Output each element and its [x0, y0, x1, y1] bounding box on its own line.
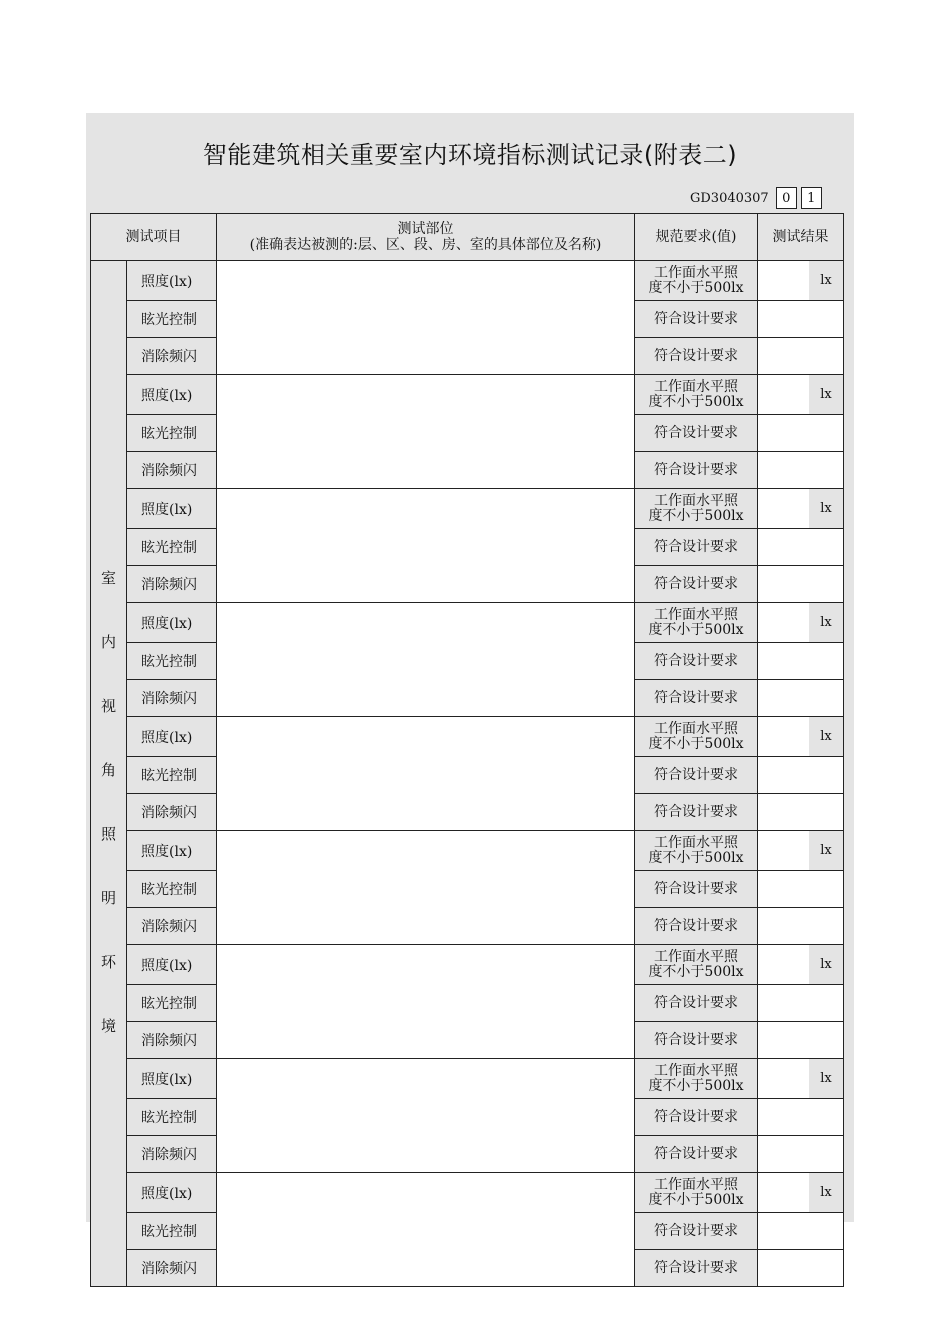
group-label-char: 角 — [100, 761, 116, 779]
requirement-line: 度不小于500lx — [648, 621, 744, 638]
group-label-char: 内 — [100, 633, 116, 651]
result-glare-input[interactable] — [758, 643, 844, 680]
result-glare-input[interactable] — [758, 871, 844, 908]
result-illuminance-input[interactable] — [758, 603, 844, 643]
item-illuminance: 照度(lx) — [127, 603, 217, 643]
location-input[interactable] — [217, 1059, 635, 1173]
table-row-illuminance — [91, 1173, 844, 1213]
header-location-note: (准确表达被测的:层、区、段、房、室的具体部位及名称) — [249, 237, 602, 253]
requirement-flicker: 符合设计要求 — [635, 566, 758, 603]
requirement-flicker: 符合设计要求 — [635, 1250, 758, 1287]
result-flicker-input[interactable] — [758, 338, 844, 375]
record-sheet — [86, 113, 854, 1277]
requirement-line: 工作面水平照 — [654, 606, 738, 623]
test-record-table — [90, 213, 844, 1287]
item-illuminance: 照度(lx) — [127, 489, 217, 529]
requirement-illuminance — [635, 717, 758, 757]
result-flicker-input[interactable] — [758, 1136, 844, 1173]
header-location — [217, 214, 635, 261]
requirement-line: 度不小于500lx — [648, 393, 744, 410]
item-glare: 眩光控制 — [127, 1099, 217, 1136]
group-label-char: 视 — [100, 697, 116, 715]
table-row-illuminance — [91, 603, 844, 643]
form-code-box-2[interactable]: 1 — [801, 187, 822, 209]
result-flicker-input[interactable] — [758, 794, 844, 831]
item-flicker: 消除频闪 — [127, 1136, 217, 1173]
item-illuminance: 照度(lx) — [127, 375, 217, 415]
location-input[interactable] — [217, 261, 635, 375]
requirement-line: 工作面水平照 — [654, 834, 738, 851]
item-glare: 眩光控制 — [127, 871, 217, 908]
requirement-line: 工作面水平照 — [654, 492, 738, 509]
location-input[interactable] — [217, 603, 635, 717]
requirement-illuminance — [635, 489, 758, 529]
item-glare: 眩光控制 — [127, 529, 217, 566]
group-label-char: 环 — [100, 953, 116, 971]
result-flicker-input[interactable] — [758, 566, 844, 603]
result-illuminance-input[interactable] — [758, 1059, 844, 1099]
item-flicker: 消除频闪 — [127, 452, 217, 489]
result-flicker-input[interactable] — [758, 1250, 844, 1287]
group-label-char: 明 — [100, 889, 116, 907]
group-label-char: 照 — [100, 825, 116, 843]
requirement-flicker: 符合设计要求 — [635, 1022, 758, 1059]
result-glare-input[interactable] — [758, 529, 844, 566]
header-requirement: 规范要求(值) — [635, 214, 758, 261]
requirement-glare: 符合设计要求 — [635, 985, 758, 1022]
result-illuminance-input[interactable] — [758, 489, 844, 529]
item-glare: 眩光控制 — [127, 415, 217, 452]
form-code-text: GD3040307 — [690, 190, 769, 206]
header-test-item: 测试项目 — [91, 214, 217, 261]
requirement-glare: 符合设计要求 — [635, 643, 758, 680]
result-illuminance-input[interactable] — [758, 717, 844, 757]
unit-label: lx — [809, 489, 843, 528]
requirement-flicker: 符合设计要求 — [635, 908, 758, 945]
location-input[interactable] — [217, 1173, 635, 1287]
requirement-line: 度不小于500lx — [648, 963, 744, 980]
requirement-line: 工作面水平照 — [654, 264, 738, 281]
header-row — [91, 214, 844, 261]
result-flicker-input[interactable] — [758, 680, 844, 717]
location-input[interactable] — [217, 489, 635, 603]
requirement-flicker: 符合设计要求 — [635, 794, 758, 831]
group-label — [91, 261, 127, 1287]
header-location-title: 测试部位 — [397, 221, 454, 237]
requirement-line: 度不小于500lx — [648, 1191, 744, 1208]
requirement-illuminance — [635, 261, 758, 301]
result-illuminance-input[interactable] — [758, 375, 844, 415]
table-row-illuminance — [91, 1059, 844, 1099]
item-glare: 眩光控制 — [127, 985, 217, 1022]
table-row-illuminance — [91, 489, 844, 529]
requirement-line: 度不小于500lx — [648, 507, 744, 524]
requirement-line: 度不小于500lx — [648, 279, 744, 296]
requirement-glare: 符合设计要求 — [635, 1213, 758, 1250]
location-input[interactable] — [217, 375, 635, 489]
unit-label: lx — [809, 831, 843, 870]
item-flicker: 消除频闪 — [127, 566, 217, 603]
requirement-illuminance — [635, 1173, 758, 1213]
requirement-line: 工作面水平照 — [654, 1176, 738, 1193]
item-illuminance: 照度(lx) — [127, 261, 217, 301]
location-input[interactable] — [217, 717, 635, 831]
unit-label: lx — [809, 1173, 843, 1212]
requirement-line: 度不小于500lx — [648, 1077, 744, 1094]
location-input[interactable] — [217, 945, 635, 1059]
table-row-illuminance — [91, 375, 844, 415]
item-flicker: 消除频闪 — [127, 794, 217, 831]
requirement-glare: 符合设计要求 — [635, 529, 758, 566]
item-glare: 眩光控制 — [127, 301, 217, 338]
requirement-glare: 符合设计要求 — [635, 415, 758, 452]
unit-label: lx — [809, 1059, 843, 1098]
requirement-line: 工作面水平照 — [654, 1062, 738, 1079]
result-glare-input[interactable] — [758, 1099, 844, 1136]
result-glare-input[interactable] — [758, 415, 844, 452]
requirement-flicker: 符合设计要求 — [635, 680, 758, 717]
requirement-flicker: 符合设计要求 — [635, 452, 758, 489]
table-row-illuminance — [91, 945, 844, 985]
item-flicker: 消除频闪 — [127, 908, 217, 945]
result-glare-input[interactable] — [758, 757, 844, 794]
item-illuminance: 照度(lx) — [127, 945, 217, 985]
item-illuminance: 照度(lx) — [127, 1173, 217, 1213]
item-glare: 眩光控制 — [127, 1213, 217, 1250]
item-flicker: 消除频闪 — [127, 1250, 217, 1287]
requirement-line: 度不小于500lx — [648, 849, 744, 866]
result-flicker-input[interactable] — [758, 1022, 844, 1059]
requirement-line: 工作面水平照 — [654, 948, 738, 965]
requirement-glare: 符合设计要求 — [635, 301, 758, 338]
unit-label: lx — [809, 603, 843, 642]
requirement-glare: 符合设计要求 — [635, 1099, 758, 1136]
item-flicker: 消除频闪 — [127, 338, 217, 375]
requirement-illuminance — [635, 1059, 758, 1099]
result-illuminance-input[interactable] — [758, 1173, 844, 1213]
requirement-illuminance — [635, 831, 758, 871]
result-glare-input[interactable] — [758, 301, 844, 338]
table-row-illuminance — [91, 717, 844, 757]
requirement-line: 工作面水平照 — [654, 720, 738, 737]
item-glare: 眩光控制 — [127, 643, 217, 680]
requirement-flicker: 符合设计要求 — [635, 1136, 758, 1173]
item-illuminance: 照度(lx) — [127, 831, 217, 871]
requirement-glare: 符合设计要求 — [635, 871, 758, 908]
item-illuminance: 照度(lx) — [127, 1059, 217, 1099]
unit-label: lx — [809, 945, 843, 984]
group-label-char: 室 — [100, 569, 116, 587]
item-glare: 眩光控制 — [127, 757, 217, 794]
result-flicker-input[interactable] — [758, 908, 844, 945]
table-row-illuminance — [91, 831, 844, 871]
unit-label: lx — [809, 375, 843, 414]
table-row-illuminance — [91, 261, 844, 301]
item-flicker: 消除频闪 — [127, 680, 217, 717]
requirement-illuminance — [635, 945, 758, 985]
requirement-illuminance — [635, 375, 758, 415]
page-title: 智能建筑相关重要室内环境指标测试记录(附表二) — [202, 141, 738, 169]
location-input[interactable] — [217, 831, 635, 945]
result-glare-input[interactable] — [758, 1213, 844, 1250]
requirement-flicker: 符合设计要求 — [635, 338, 758, 375]
form-code — [690, 187, 822, 209]
requirement-line: 工作面水平照 — [654, 378, 738, 395]
item-illuminance: 照度(lx) — [127, 717, 217, 757]
requirement-glare: 符合设计要求 — [635, 757, 758, 794]
item-flicker: 消除频闪 — [127, 1022, 217, 1059]
form-code-box-1[interactable]: 0 — [776, 187, 797, 209]
result-glare-input[interactable] — [758, 985, 844, 1022]
unit-label: lx — [809, 717, 843, 756]
unit-label: lx — [809, 261, 843, 300]
result-illuminance-input[interactable] — [758, 945, 844, 985]
header-result: 测试结果 — [758, 214, 844, 261]
result-illuminance-input[interactable] — [758, 831, 844, 871]
group-label-char: 境 — [100, 1017, 116, 1035]
result-illuminance-input[interactable] — [758, 261, 844, 301]
result-flicker-input[interactable] — [758, 452, 844, 489]
requirement-illuminance — [635, 603, 758, 643]
requirement-line: 度不小于500lx — [648, 735, 744, 752]
